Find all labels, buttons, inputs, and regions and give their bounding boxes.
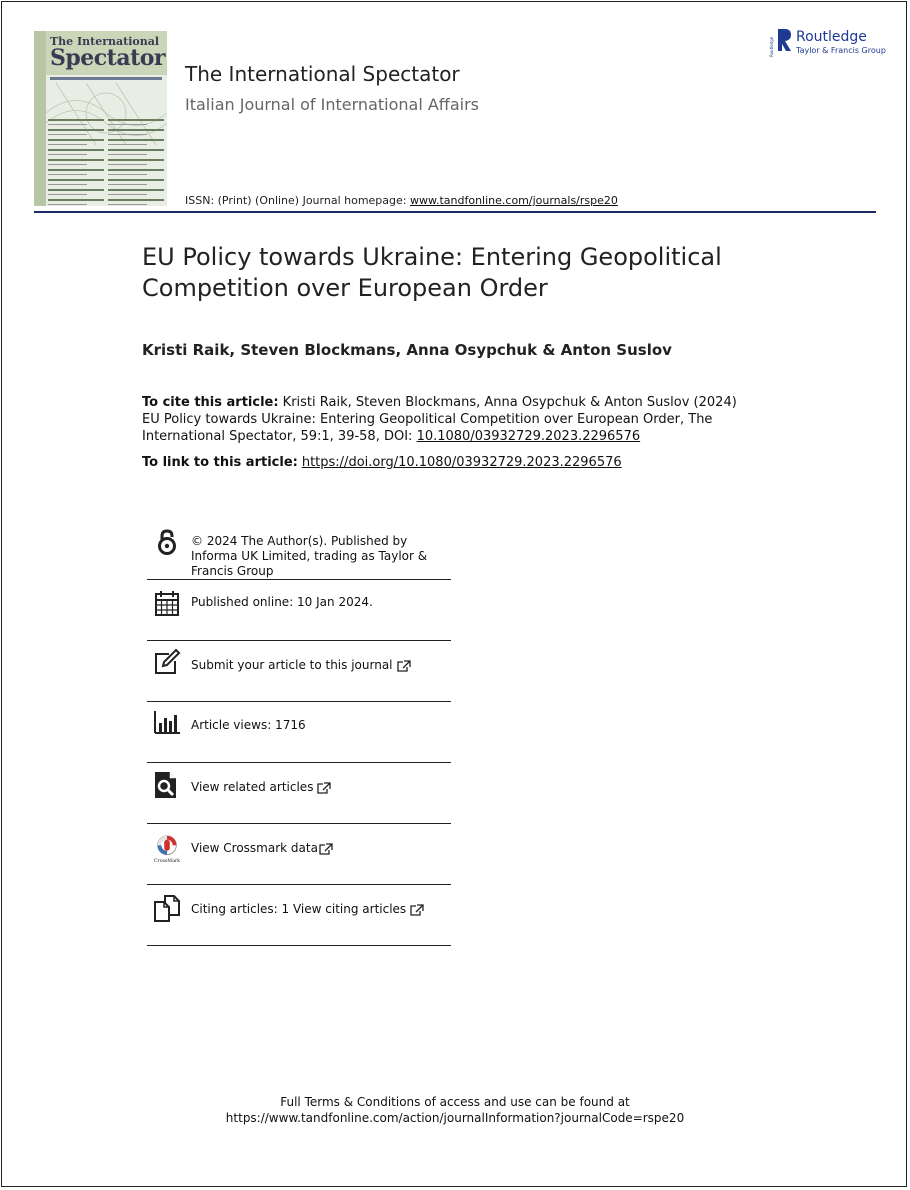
info-item-submit[interactable] — [147, 640, 451, 702]
crossmark-icon — [153, 835, 181, 863]
publisher-name: Routledge — [796, 29, 867, 45]
journal-homepage-link[interactable]: www.tandfonline.com/journals/rspe20 — [409, 194, 618, 207]
issn-prefix: ISSN: (Print) (Online) Journal homepage: — [185, 194, 410, 207]
article-views: Article views: 1716 — [191, 718, 306, 732]
routledge-mark-text: Routledge — [769, 36, 774, 57]
citation-block — [142, 394, 742, 445]
external-link-icon — [397, 660, 411, 672]
routledge-r-icon — [770, 27, 792, 59]
info-item-crossmark[interactable] — [147, 823, 451, 885]
info-item-published — [147, 579, 451, 641]
terms-footer — [0, 1094, 910, 1126]
cover-title-line1: The International — [50, 35, 160, 48]
document-search-icon — [153, 771, 181, 799]
crossmark-logo-text: CrossMark — [153, 859, 180, 865]
open-access-icon — [153, 528, 181, 556]
submit-article-text: Submit your article to this journal — [191, 658, 393, 672]
cover-subtitle-bar — [50, 77, 162, 80]
info-item-related[interactable] — [147, 762, 451, 824]
cover-toc-right — [108, 119, 164, 209]
copy-documents-icon — [153, 894, 181, 922]
edit-icon — [153, 648, 181, 676]
crossmark-text: View Crossmark data — [191, 841, 318, 855]
journal-subtitle: Italian Journal of International Affairs — [185, 95, 479, 114]
citing-articles-text: Citing articles: 1 View citing articles — [191, 902, 407, 916]
article-link-line — [142, 455, 622, 470]
calendar-icon — [153, 589, 181, 617]
info-item-copyright — [147, 526, 451, 580]
cite-text: Kristi Raik, Steven Blockmans, Anna Osypchuk & Anton Suslov (2024) EU Policy towards Ukraine: Entering Geopolitical Competition over European Order, The International Spectator, 59:1, 39-58, DOI: — [142, 395, 737, 444]
publisher-group: Taylor & Francis Group — [796, 46, 886, 55]
cite-label: To cite this article: — [142, 395, 279, 410]
routledge-logo[interactable] — [769, 27, 886, 61]
info-item-views — [147, 701, 451, 763]
journal-cover-image[interactable] — [34, 31, 167, 206]
terms-url[interactable]: https://www.tandfonline.com/action/journalInformation?journalCode=rspe20 — [225, 1111, 685, 1125]
cover-title-line2: Spectator — [50, 45, 166, 71]
external-link-icon — [319, 843, 333, 855]
citing-articles-link[interactable] — [191, 902, 424, 917]
doi-link[interactable]: 10.1080/03932729.2023.2296576 — [416, 429, 641, 444]
terms-line1: Full Terms & Conditions of access and use can be found at — [280, 1095, 630, 1109]
issn-line — [185, 194, 618, 207]
crossmark-link[interactable] — [191, 841, 333, 856]
submit-article-link[interactable] — [191, 658, 411, 673]
related-articles-text: View related articles — [191, 780, 314, 794]
bar-chart-icon — [153, 709, 181, 737]
external-link-icon — [317, 782, 331, 794]
external-link-icon — [410, 904, 424, 916]
info-item-citing[interactable] — [147, 884, 451, 946]
link-label: To link to this article: — [142, 455, 298, 470]
cover-toc-left — [48, 119, 104, 209]
cover-strip — [34, 31, 46, 206]
article-authors: Kristi Raik, Steven Blockmans, Anna Osypchuk & Anton Suslov — [142, 341, 672, 359]
copyright-text: © 2024 The Author(s). Published by Informa UK Limited, trading as Taylor & Francis Group — [191, 534, 428, 578]
header-rule — [34, 211, 876, 213]
journal-title[interactable]: The International Spectator — [185, 62, 460, 86]
article-title: EU Policy towards Ukraine: Entering Geopolitical Competition over European Order — [142, 243, 722, 302]
published-date: Published online: 10 Jan 2024. — [191, 595, 373, 609]
related-articles-link[interactable] — [191, 780, 331, 795]
article-url-link[interactable]: https://doi.org/10.1080/03932729.2023.2296576 — [301, 455, 622, 470]
